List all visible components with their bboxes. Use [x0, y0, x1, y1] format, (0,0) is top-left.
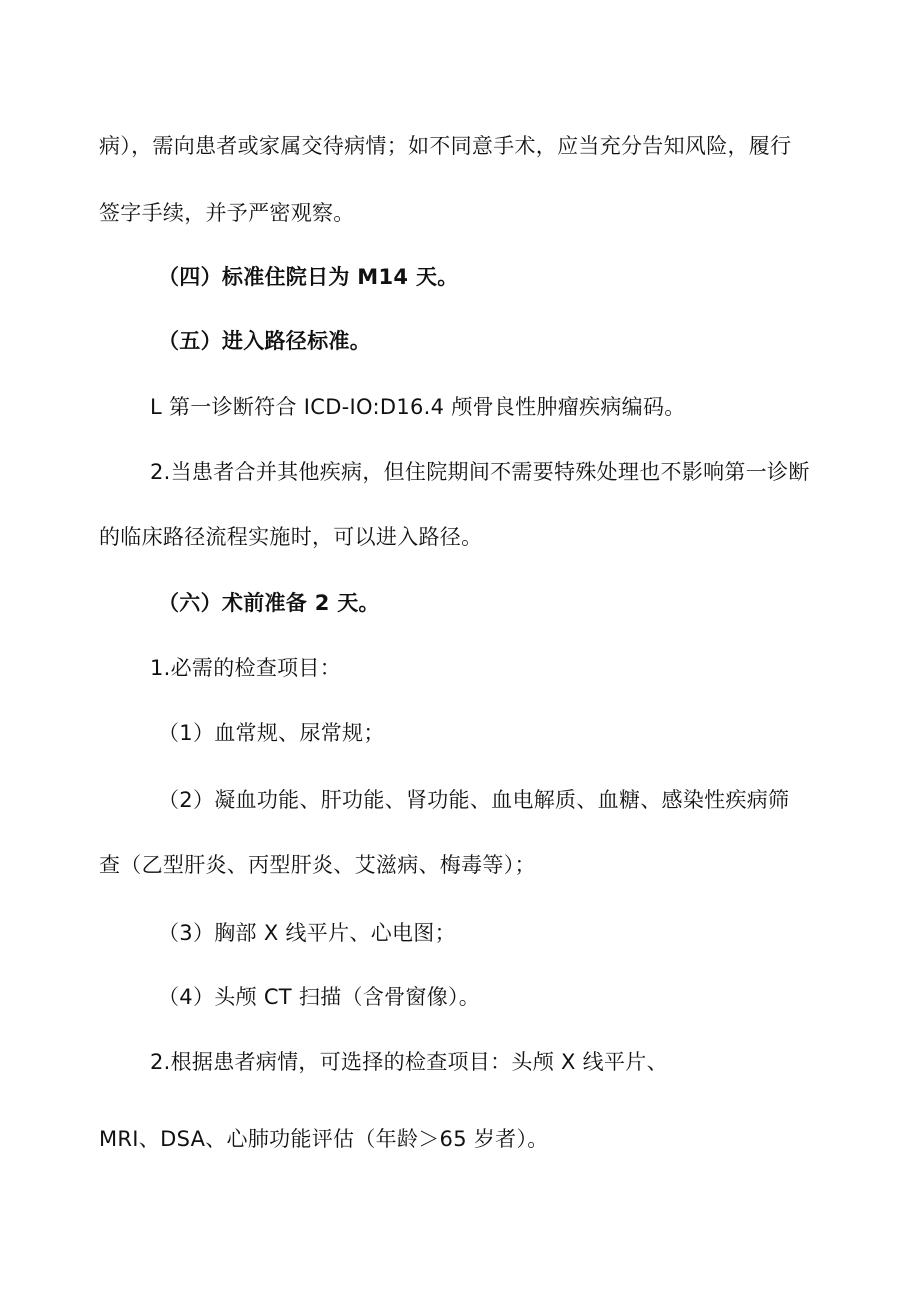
list-item: （2）凝血功能、肝功能、肾功能、血电解质、血糖、感染性疾病筛: [158, 788, 790, 812]
paragraph-line: L 第一诊断符合 ICD-IO:D16.4 颅骨良性肿瘤疾病编码。: [150, 395, 686, 419]
list-item: （1）血常规、尿常规；: [158, 721, 385, 745]
paragraph-line: 2.根据患者病情，可选择的检查项目：头颅 X 线平片、: [150, 1050, 668, 1074]
paragraph-line: 签字手续，并予严密观察。: [99, 201, 355, 225]
section-heading: （四）标准住院日为 M14 天。: [158, 265, 459, 289]
paragraph-line: MRI、DSA、心肺功能评估（年龄＞65 岁者）。: [99, 1127, 549, 1151]
section-heading: （五）进入路径标准。: [158, 329, 371, 353]
list-item-continuation: 查（乙型肝炎、丙型肝炎、艾滋病、梅毒等）；: [99, 853, 536, 877]
paragraph-line: 2.当患者合并其他疾病，但住院期间不需要特殊处理也不影响第一诊断: [150, 460, 810, 484]
section-heading: （六）术前准备 2 天。: [158, 591, 380, 615]
paragraph-line: 的临床路径流程实施时，可以进入路径。: [99, 525, 483, 549]
list-item: （3）胸部 X 线平片、心电图；: [158, 921, 456, 945]
list-heading: 1.必需的检查项目：: [150, 656, 342, 680]
list-item: （4）头颅 CT 扫描（含骨窗像）。: [158, 985, 481, 1009]
paragraph-line: 病），需向患者或家属交待病情；如不同意手术，应当充分告知风险，履行: [99, 134, 792, 158]
